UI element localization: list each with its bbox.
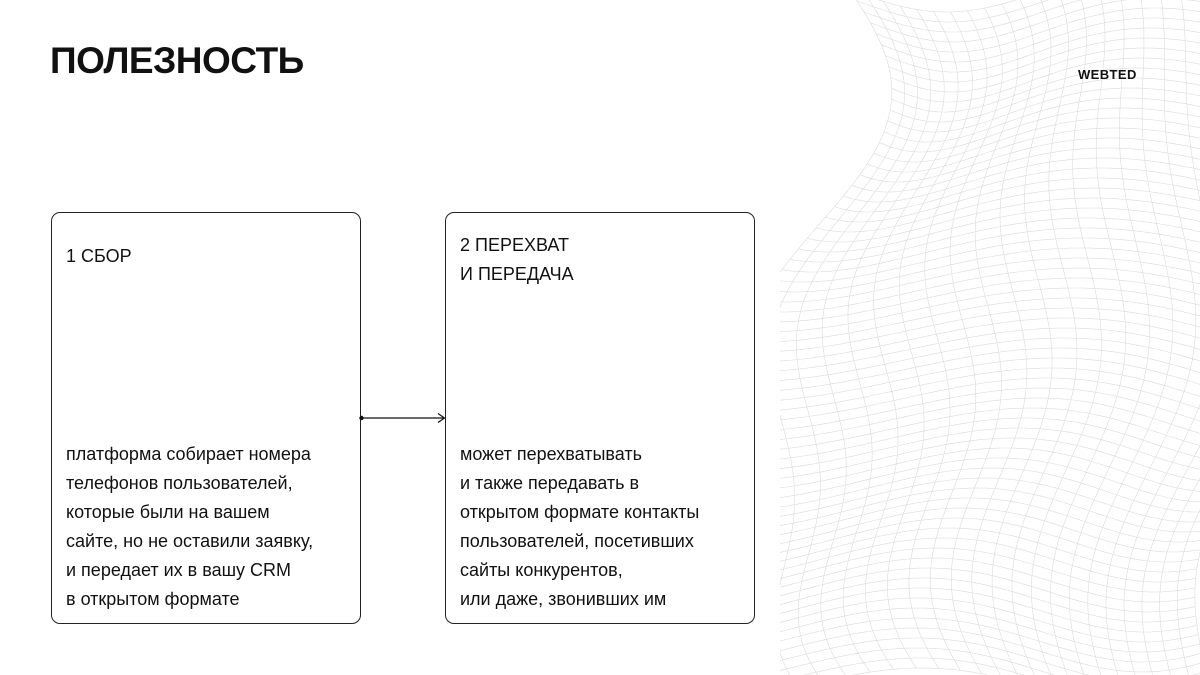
page-title: ПОЛЕЗНОСТЬ xyxy=(50,40,304,81)
step-card-title: 2 ПЕРЕХВАТ И ПЕРЕДАЧА xyxy=(460,235,574,284)
mesh-lines xyxy=(780,0,1200,675)
brand-logo: WEBTED xyxy=(1078,67,1137,82)
step-card-description: может перехватывать и также передавать в открытом формате контакты пользователей, посетивших сайты конкурентов, или даже, звонивших им xyxy=(460,444,700,609)
step-card-description: платформа собирает номера телефонов пользователей, которые были на вашем сайте, но не оставили заявку, и передает их в вашу CRM в открытом формате xyxy=(66,444,314,609)
arrow-right-icon xyxy=(356,410,450,426)
step-card-collect xyxy=(51,212,361,624)
wireframe-mesh-decoration xyxy=(780,0,1200,675)
step-card-title: 1 СБОР xyxy=(66,246,132,266)
step-card-intercept xyxy=(445,212,755,624)
